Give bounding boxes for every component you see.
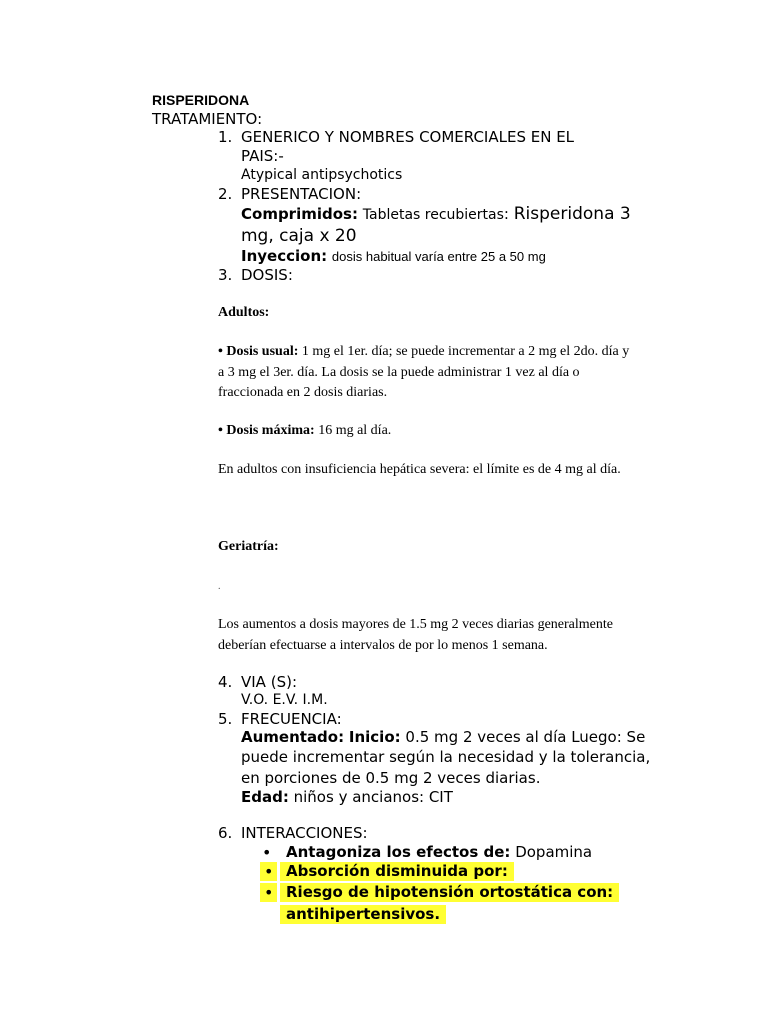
item4-number: 4. (218, 673, 233, 691)
stray-dot: . (218, 581, 221, 592)
insuficiencia-hepatica: En adultos con insuficiencia hepática severa: el límite es de 4 mg al día. (218, 462, 621, 477)
interaccion-hipotension-line1: Riesgo de hipotensión ortostática con: (280, 883, 619, 902)
inyeccion-text: dosis habitual varía entre 25 a 50 mg (331, 249, 546, 264)
comprimidos-line2: mg, caja x 20 (241, 226, 357, 246)
interaccion-hipotension-line2: antihipertensivos. (280, 905, 446, 924)
item2-title: PRESENTACION: (241, 185, 362, 203)
item6-number: 6. (218, 824, 233, 842)
item1-value: Atypical antipsychotics (241, 167, 403, 183)
item5-number: 5. (218, 710, 233, 728)
frecuencia-line3: en porciones de 0.5 mg 2 veces diarias. (241, 769, 541, 787)
bullet-icon: • (262, 843, 272, 862)
item1-title-line1: GENERICO Y NOMBRES COMERCIALES EN EL (241, 128, 575, 146)
dosis-usual-line2: a 3 mg el 3er. día. La dosis se la puede administrar 1 vez al día o (218, 365, 580, 380)
edad-label: Edad: (241, 788, 289, 806)
section-title: TRATAMIENTO: (152, 110, 263, 128)
item3-number: 3. (218, 266, 233, 284)
dosis-usual-label: Dosis usual: (226, 344, 299, 359)
geriatria-line2: deberían efectuarse a intervalos de por lo menos 1 semana. (218, 638, 548, 653)
item3-title: DOSIS: (241, 266, 293, 284)
frecuencia-line2: puede incrementar según la necesidad y la tolerancia, (241, 748, 651, 766)
dosis-usual-line1: • Dosis usual: 1 mg el 1er. día; se puede incrementar a 2 mg el 2do. día y (218, 344, 630, 359)
item4-value: V.O. E.V. I.M. (241, 692, 328, 708)
bullet-icon: • (260, 883, 277, 902)
dosis-maxima-label: Dosis máxima: (226, 423, 315, 438)
bullet-icon: • (260, 862, 277, 881)
dosis-maxima: • Dosis máxima: 16 mg al día. (218, 423, 392, 438)
inyeccion-label: Inyeccion: (241, 247, 328, 265)
geriatria-line1: Los aumentos a dosis mayores de 1.5 mg 2 veces diarias generalmente (218, 617, 613, 632)
frecuencia-line1: Aumentado: Inicio: 0.5 mg 2 veces al día Luego: Se (241, 728, 646, 746)
frecuencia-edad: Edad: niños y ancianos: CIT (241, 788, 453, 806)
item2-number: 2. (218, 185, 233, 203)
aumentado-label: Aumentado: (241, 728, 345, 746)
item1-number: 1. (218, 128, 233, 146)
item1-title-line2: PAIS:- (241, 147, 284, 165)
item6-title: INTERACCIONES: (241, 824, 368, 842)
comprimidos-label: Comprimidos: (241, 205, 358, 223)
interaccion-dopamina: Antagoniza los efectos de: Dopamina (286, 843, 593, 861)
drug-title: RISPERIDONA (152, 92, 250, 108)
comprimidos-product: Risperidona 3 (513, 204, 631, 224)
item4-title: VIA (S): (241, 673, 297, 691)
item2-comprimidos: Comprimidos: Tabletas recubiertas: Risperidona 3 (241, 204, 631, 224)
adultos-heading: Adultos: (218, 305, 270, 320)
interaccion-absorcion: Absorción disminuida por: (280, 862, 514, 881)
item5-title: FRECUENCIA: (241, 710, 342, 728)
inicio-label: Inicio: (348, 728, 401, 746)
geriatria-heading: Geriatría: (218, 539, 279, 554)
dosis-usual-line3: fraccionada en 2 dosis diarias. (218, 385, 388, 400)
item2-inyeccion (241, 247, 546, 266)
comprimidos-text: Tabletas recubiertas (362, 207, 504, 223)
